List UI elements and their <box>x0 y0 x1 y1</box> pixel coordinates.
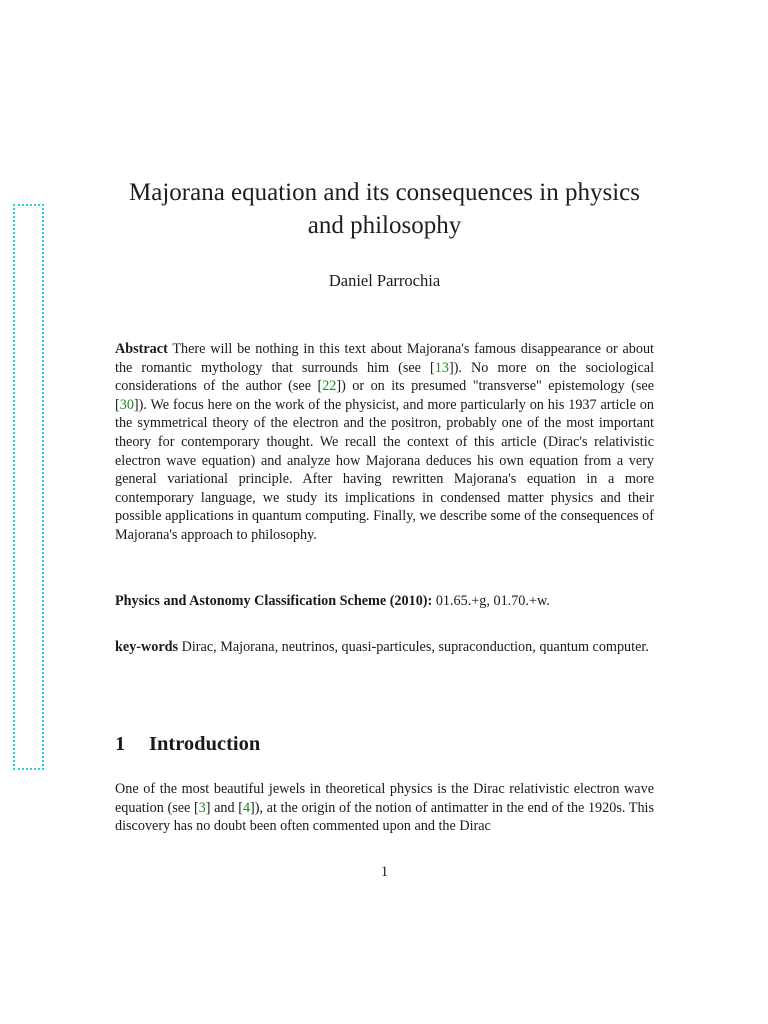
section-title: Introduction <box>149 733 261 755</box>
abstract-text-3: ]) or on its presumed "transverse" epistemology (see [ <box>115 378 654 413</box>
keywords-label: key-words <box>115 639 179 655</box>
pacs-label: Physics and Astonomy Classification Scheme (2010): <box>115 593 433 609</box>
section-heading-introduction <box>115 731 260 757</box>
intro-text-1: One of the most beautiful jewels in theoretical physics is the Dirac relativistic electron wave equation (see [ <box>115 781 654 816</box>
intro-text-2: ] and [ <box>205 799 243 816</box>
abstract-text-4: ]). We focus here on the work of the physicist, and more particularly on his 1937 article on the symmetrical theory of the electron and the positron, probably one of the most important theory for contemporary thought. We recall the context of this article (Dirac's relativistic electron wave equation) and analyze how Majorana deduces his own equation from a very general variational principle. After having rewritten Majorana's equation in a more contemporary language, we study its implications in condensed matter physics and their possible applications in quantum computing. Finally, we describe some of the consequences of Majorana's approach to philosophy. <box>115 396 654 543</box>
citation-link[interactable]: 22 <box>322 378 337 395</box>
citation-link[interactable]: 4 <box>242 799 251 816</box>
page-number: 1 <box>380 864 389 880</box>
paper-title <box>115 176 654 242</box>
pacs-value: 01.65.+g, 01.70.+w. <box>432 593 550 609</box>
paper-page <box>115 0 654 1024</box>
abstract-text-1: There will be nothing in this text about Majorana's famous disappearance or about the romantic mythology that surrounds him (see [ <box>115 341 654 376</box>
abstract-paragraph <box>115 340 654 545</box>
introduction-paragraph <box>115 780 654 836</box>
intro-text-3: ]), at the origin of the notion of antimatter in the end of the 1920s. This discovery has no doubt been often commented upon and the Dirac <box>115 799 654 835</box>
pacs-line <box>115 592 654 611</box>
title-line-1: Majorana equation and its consequences in physics <box>129 179 640 206</box>
title-line-2: and philosophy <box>307 212 462 239</box>
abstract-label: Abstract <box>115 341 168 357</box>
citation-link[interactable]: 30 <box>119 396 134 413</box>
arxiv-stamp-frame <box>13 204 44 770</box>
keywords-line <box>115 638 654 657</box>
section-number: 1 <box>115 733 126 755</box>
citation-link[interactable]: 3 <box>198 799 206 816</box>
author-name: Daniel Parrochia <box>328 271 441 290</box>
abstract-text-2: ]). No more on the sociological considerations of the author (see [ <box>115 359 655 395</box>
keywords-value: Dirac, Majorana, neutrinos, quasi-particules, supraconduction, quantum computer. <box>178 639 649 655</box>
citation-link[interactable]: 13 <box>434 359 449 376</box>
